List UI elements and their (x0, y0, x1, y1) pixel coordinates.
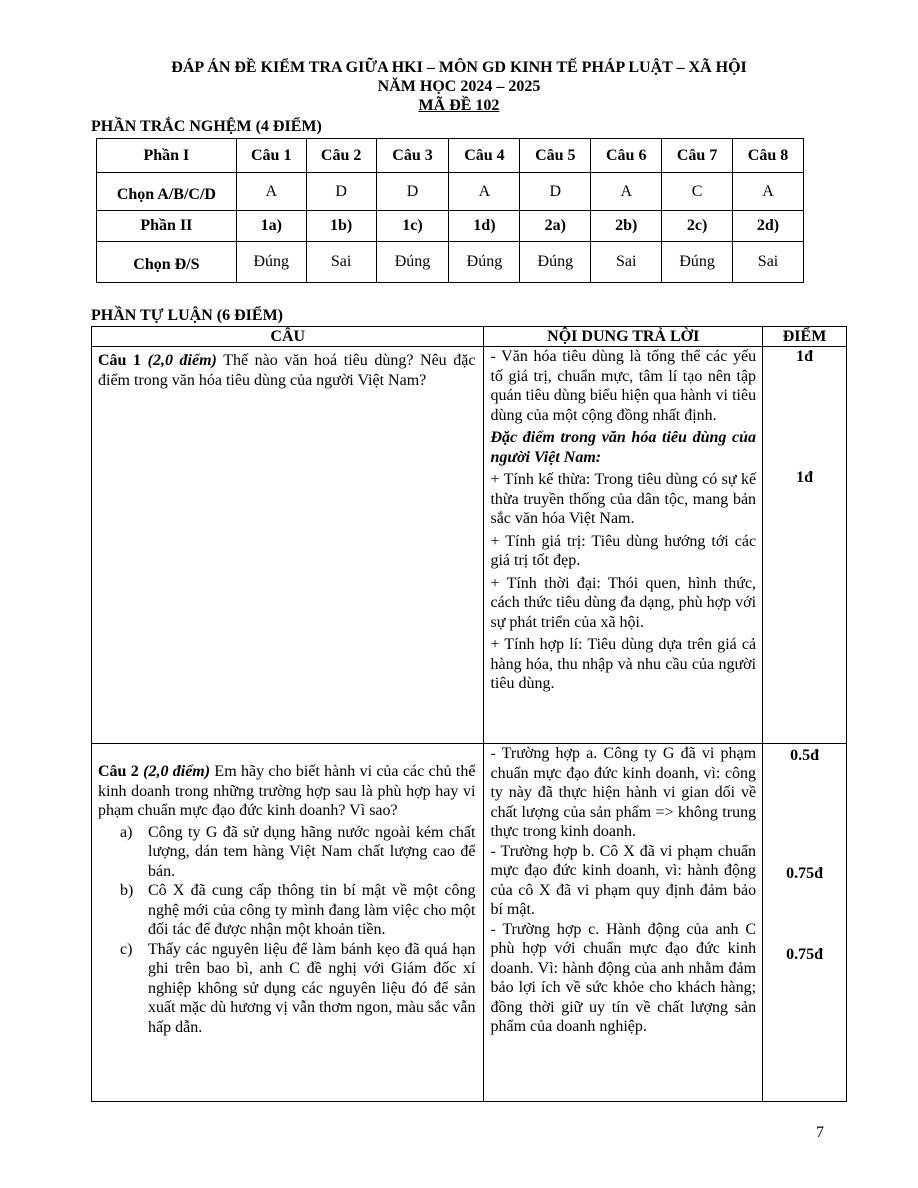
essay-answer-table (91, 326, 847, 1102)
mc-row-part1-header (97, 139, 804, 173)
mc-cell: 1c) (376, 211, 449, 242)
mc-cell: A (591, 173, 662, 211)
mc-cell: Sai (733, 242, 804, 283)
mc-cell: Sai (306, 242, 376, 283)
question-points: (2,0 điểm) (147, 352, 217, 369)
sub-question-b: b) Cô X đã cung cấp thông tin bí mật về một công nghệ mới của công ty mình đang làm việc cho một đối tác để được nhận một khoản tiền. (120, 882, 476, 938)
answer-paragraph: - Trường hợp b. Cô X đã vi phạm chuẩn mực đạo đức kinh doanh, vì: hành động của cô X đã vi phạm quy định đảm bảo bí mật. (490, 842, 757, 918)
answer-paragraph: - Trường hợp c. Hành động của anh C phù hợp với chuẩn mực đạo đức kinh doanh. Vì: hành động của anh nhằm đảm bảo lợi ích về sức khỏe cho khách hàng; đồng thời giữ uy tín về chất lượng sản phẩm của doanh nghiệp. (490, 920, 757, 1035)
mc-cell: A (236, 173, 306, 211)
multiple-choice-answer-table (96, 138, 804, 283)
mc-cell: 2b) (591, 211, 662, 242)
school-year: NĂM HỌC 2024 – 2025 (377, 78, 541, 95)
score: 0.5đ (790, 747, 819, 764)
score: 1đ (796, 468, 813, 486)
answer-key-title: ĐÁP ÁN ĐỀ KIỂM TRA GIỮA HKI – MÔN GD KINH TẾ PHÁP LUẬT – XÃ HỘI (171, 59, 747, 76)
mc-cell: Câu 1 (236, 139, 306, 173)
mc-cell: Chọn A/B/C/D (97, 173, 237, 211)
score: 0.75đ (786, 946, 823, 963)
mc-cell: D (520, 173, 591, 211)
sub-question-a: a) Công ty G đã sử dụng hãng nước ngoài kém chất lượng, dán tem hàng Việt Nam chất lượng cao để bán. (120, 823, 476, 880)
mc-cell: D (376, 173, 449, 211)
mc-cell: Phần II (97, 211, 237, 242)
mc-cell: Câu 6 (591, 139, 662, 173)
answer-paragraph: + Tính thời đại: Thói quen, hình thức, cách thức tiêu dùng đa dạng, phù hợp với sự phát triển của xã hội. (490, 574, 757, 631)
mc-cell: Câu 8 (733, 139, 804, 173)
mc-cell: 2c) (662, 211, 733, 242)
essay-header-row (92, 327, 847, 347)
question-label: Câu 2 (98, 763, 139, 780)
mc-cell: 1a) (236, 211, 306, 242)
score: 1đ (796, 348, 813, 365)
question-points: (2,0 điểm) (143, 763, 211, 780)
mc-cell: Câu 7 (662, 139, 733, 173)
multiple-choice-section-title: PHẦN TRẮC NGHỆM (4 ĐIỂM) (91, 118, 322, 135)
question-1-scores (763, 347, 847, 744)
mc-cell: Đúng (662, 242, 733, 283)
mc-cell: 1d) (449, 211, 520, 242)
mc-cell: 2a) (520, 211, 591, 242)
mc-cell: C (662, 173, 733, 211)
mc-row-part1-answers (97, 173, 804, 211)
sub-question-c: c) Thấy các nguyên liệu để làm bánh kẹo đã quá hạn ghi trên bao bì, anh C đề nghị với Giám đốc xí nghiệp không sử dụng các nguyên liệu đó để sản xuất mặc dù hương vị vẫn thơm ngon, màu sắc vẫn hấp dẫn. (120, 940, 476, 1036)
mc-cell: Đúng (520, 242, 591, 283)
question-label: Câu 1 (98, 352, 142, 369)
question-1-answer (484, 347, 763, 744)
mc-cell: Đúng (236, 242, 306, 283)
mc-cell: Đúng (449, 242, 520, 283)
mc-cell: A (733, 173, 804, 211)
answer-paragraph: + Tính kế thừa: Trong tiêu dùng có sự kế thừa truyền thống của dân tộc, mang bản sắc văn hóa Việt Nam. (490, 471, 757, 527)
question-2-scores (763, 744, 847, 1102)
answer-subheading: Đặc điểm trong văn hóa tiêu dùng của người Việt Nam: (490, 429, 757, 466)
mc-cell: Đúng (376, 242, 449, 283)
exam-code: MÃ ĐỀ 102 (418, 97, 500, 114)
question-1-text (92, 347, 484, 744)
mc-cell: Chọn Đ/S (97, 242, 237, 283)
question-prompt: Thế nào văn hoá tiêu dùng? Nêu đặc điểm trong văn hóa tiêu dùng của người Việt Nam? (98, 352, 476, 389)
mc-cell: Câu 5 (520, 139, 591, 173)
mc-cell: 1b) (306, 211, 376, 242)
mc-cell: Câu 4 (449, 139, 520, 173)
mc-cell: Câu 2 (306, 139, 376, 173)
mc-cell: Sai (591, 242, 662, 283)
mc-cell: A (449, 173, 520, 211)
page-number: 7 (816, 1124, 824, 1141)
mc-row-part2-header (97, 211, 804, 242)
column-header-score: ĐIỂM (763, 327, 847, 347)
mc-cell: 2d) (733, 211, 804, 242)
mc-row-part2-answers (97, 242, 804, 283)
mc-cell: Phần I (97, 139, 237, 173)
score: 0.75đ (786, 864, 823, 882)
question-1-row (92, 347, 847, 744)
essay-section-title: PHẦN TỰ LUẬN (6 ĐIỂM) (91, 307, 283, 324)
question-2-text (92, 744, 484, 1102)
column-header-question: CÂU (92, 327, 484, 347)
question-2-answer (484, 744, 763, 1102)
question-prompt: Em hãy cho biết hành vi của các chủ thể kinh doanh trong những trường hợp sau là phù hợp hay vi phạm chuẩn mực đạo đức kinh doanh? Vì sao? (98, 763, 476, 819)
column-header-answer: NỘI DUNG TRẢ LỜI (484, 327, 763, 347)
answer-paragraph: + Tính giá trị: Tiêu dùng hướng tới các giá trị tốt đẹp. (490, 532, 757, 569)
answer-paragraph: - Trường hợp a. Công ty G đã vi phạm chuẩn mực đạo đức kinh doanh, vì: công ty này đã thực hiện hành vi gian dối về chất lượng của sản phẩm => không trung thực trong kinh doanh. (490, 745, 757, 840)
answer-paragraph: - Văn hóa tiêu dùng là tổng thể các yếu tố giá trị, chuẩn mực, tâm lí tạo nên tập quán tiêu dùng biểu hiện qua hành vi tiêu dùng của một cộng đồng nhất định. (490, 348, 757, 424)
question-2-row (92, 744, 847, 1102)
mc-cell: Câu 3 (376, 139, 449, 173)
answer-paragraph: + Tính hợp lí: Tiêu dùng dựa trên giá cả hàng hóa, thu nhập và nhu cầu của người tiêu dùng. (490, 636, 757, 692)
mc-cell: D (306, 173, 376, 211)
